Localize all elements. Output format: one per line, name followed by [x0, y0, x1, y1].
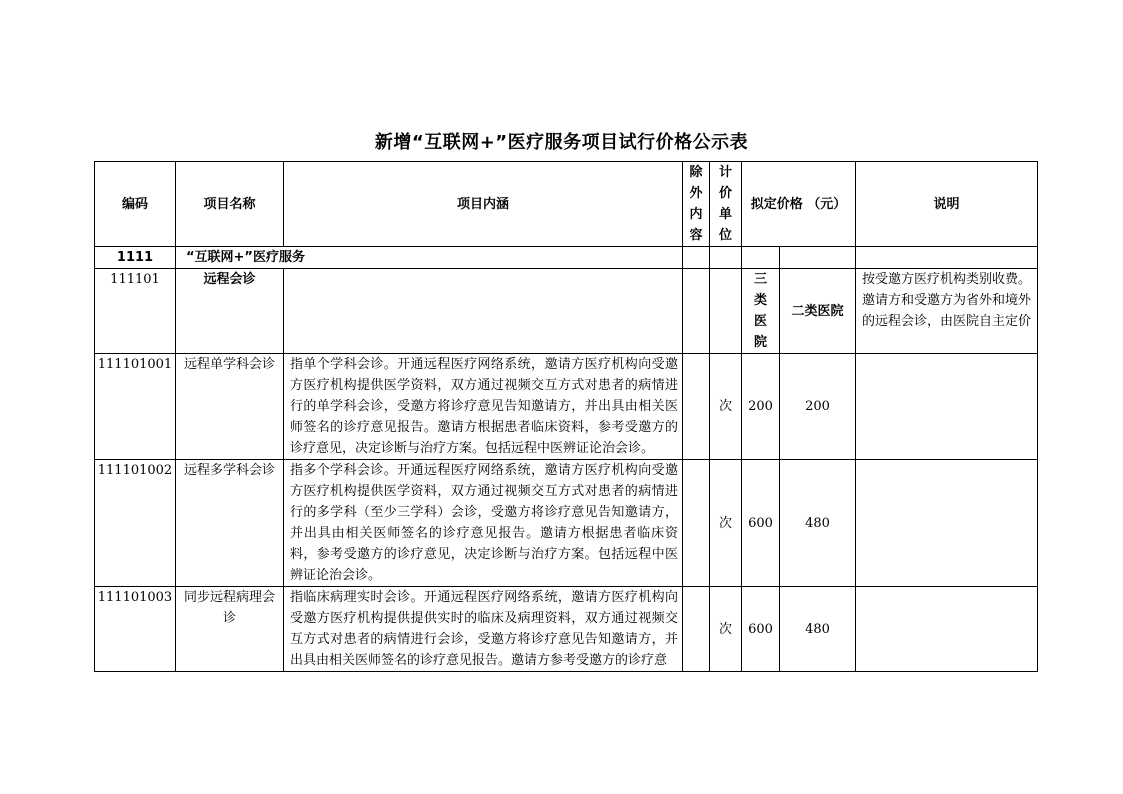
- tier2-label: 二类医院: [780, 269, 856, 354]
- price-table: [94, 161, 1038, 672]
- row-content-text: 指临床病理实时会诊。开通远程医疗网络系统，邀请方医疗机构向受邀方医疗机构提供提供实时的临床及病理资料，双方通过视频交互方式对患者的病情进行会诊，受邀方将诊疗意见告知邀请方，并出具由相关医师签名的诊疗意见报告。邀请方参考受邀方的诊疗意: [290, 590, 678, 668]
- row-price2: 200: [780, 354, 856, 460]
- row-code: 111101002: [95, 460, 176, 587]
- category-name: “互联网+”医疗服务: [176, 247, 683, 269]
- header-name: 项目名称: [176, 162, 284, 247]
- row-excluded: [683, 587, 710, 672]
- row-price2: 480: [780, 587, 856, 672]
- category-note: [856, 247, 1038, 269]
- row-note: [856, 354, 1038, 460]
- row-note: [856, 460, 1038, 587]
- row-excluded: [683, 354, 710, 460]
- subcategory-content: [284, 269, 683, 354]
- row-unit: 次: [710, 460, 742, 587]
- row-price3: 600: [742, 587, 780, 672]
- subcategory-note: 按受邀方医疗机构类别收费。邀请方和受邀方为省外和境外的远程会诊，由医院自主定价: [856, 269, 1038, 354]
- row-content: 指单个学科会诊。开通远程医疗网络系统，邀请方医疗机构向受邀方医疗机构提供医学资料，双方通过视频交互方式对患者的病情进行的单学科会诊，受邀方将诊疗意见告知邀请方，并出具由相关医师签名的诊疗意见报告。邀请方根据患者临床资料，参考受邀方的诊疗意见，决定诊断与治疗方案。包括远程中医辨证论治会诊。: [284, 354, 683, 460]
- row-code: 111101003: [95, 587, 176, 672]
- subcategory-code: 111101: [95, 269, 176, 354]
- category-price2: [780, 247, 856, 269]
- table-row: [95, 587, 1038, 672]
- subcategory-row: [95, 269, 1038, 354]
- tier3-label: 三 类 医 院: [742, 269, 780, 354]
- row-price3: 600: [742, 460, 780, 587]
- header-code: 编码: [95, 162, 176, 247]
- row-content: [284, 587, 683, 672]
- header-content: 项目内涵: [284, 162, 683, 247]
- category-unit: [710, 247, 742, 269]
- category-excluded: [683, 247, 710, 269]
- header-excluded: 除 外 内 容: [683, 162, 710, 247]
- row-name: 远程单学科会诊: [176, 354, 284, 460]
- row-name: 远程多学科会诊: [176, 460, 284, 587]
- row-price3: 200: [742, 354, 780, 460]
- header-price: 拟定价格 （元）: [742, 162, 856, 247]
- header-unit: 计 价 单 位: [710, 162, 742, 247]
- subcategory-excluded: [683, 269, 710, 354]
- row-price2: 480: [780, 460, 856, 587]
- page-title: 新增“互联网+”医疗服务项目试行价格公示表: [374, 132, 749, 153]
- subcategory-name: 远程会诊: [176, 269, 284, 354]
- header-note: 说明: [856, 162, 1038, 247]
- row-code: 111101001: [95, 354, 176, 460]
- row-unit: 次: [710, 587, 742, 672]
- category-row: [95, 247, 1038, 269]
- row-excluded: [683, 460, 710, 587]
- table-row: [95, 460, 1038, 587]
- row-name: 同步远程病理会诊: [176, 587, 284, 672]
- row-note: [856, 587, 1038, 672]
- category-price3: [742, 247, 780, 269]
- header-row: [95, 162, 1038, 247]
- subcategory-unit: [710, 269, 742, 354]
- row-content: 指多个学科会诊。开通远程医疗网络系统，邀请方医疗机构向受邀方医疗机构提供医学资料，双方通过视频交互方式对患者的病情进行的多学科（至少三学科）会诊，受邀方将诊疗意见告知邀请方，并出具由相关医师签名的诊疗意见报告。邀请方根据患者临床资料，参考受邀方的诊疗意见，决定诊断与治疗方案。包括远程中医辨证论治会诊。: [284, 460, 683, 587]
- row-unit: 次: [710, 354, 742, 460]
- table-row: [95, 354, 1038, 460]
- category-code: 1111: [95, 247, 176, 269]
